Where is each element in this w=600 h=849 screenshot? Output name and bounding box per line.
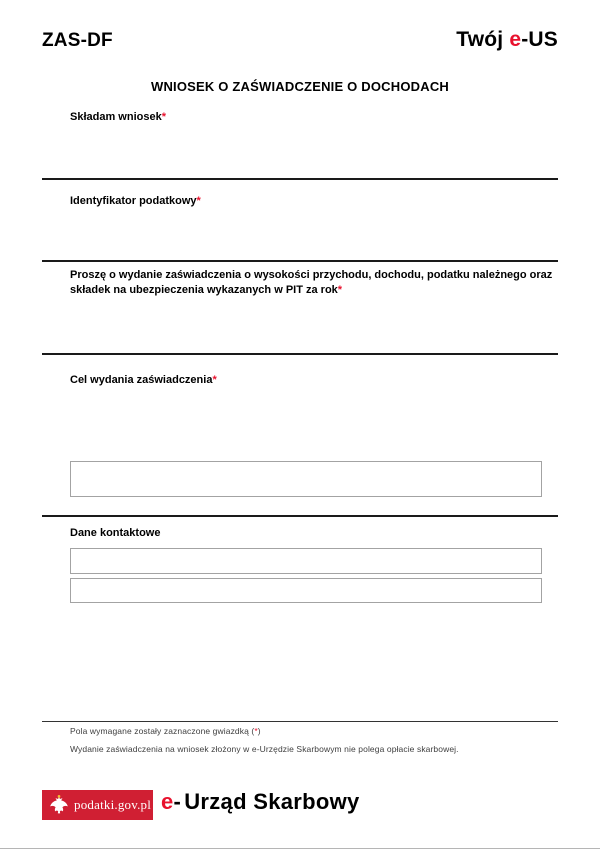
label-skladam-wniosek bbox=[70, 110, 166, 125]
label-cel-wydania bbox=[70, 373, 217, 388]
required-fields-note bbox=[70, 726, 261, 736]
label-text: Cel wydania zaświadczenia bbox=[70, 374, 213, 386]
note-text: Pola wymagane zostały zaznaczone gwiazdką ( bbox=[70, 726, 255, 736]
e-urzad-skarbowy-logo bbox=[161, 789, 360, 815]
podatki-gov-pl-badge bbox=[42, 790, 153, 820]
required-asterisk: * bbox=[254, 726, 258, 736]
section-divider bbox=[42, 515, 558, 517]
brand-text: Urząd Skarbowy bbox=[184, 789, 360, 814]
form-code: ZAS-DF bbox=[42, 30, 113, 51]
dane-kontaktowe-input-1[interactable] bbox=[70, 548, 542, 574]
label-pit-za-rok bbox=[70, 268, 558, 298]
label-text: Identyfikator podatkowy bbox=[70, 195, 197, 207]
note-text: ) bbox=[257, 726, 261, 736]
required-asterisk: * bbox=[196, 195, 201, 207]
label-text: Składam wniosek bbox=[70, 111, 162, 123]
brand-prefix: Twój bbox=[456, 28, 510, 51]
required-asterisk: * bbox=[161, 111, 166, 123]
white-eagle-icon bbox=[49, 794, 69, 816]
fee-note: Wydanie zaświadczenia na wniosek złożony w e-Urzędzie Skarbowym nie polega opłacie skarbowej. bbox=[70, 744, 459, 754]
brand-accent-e: e bbox=[161, 789, 174, 814]
twoj-e-us-logo bbox=[456, 28, 558, 52]
label-text: Proszę o wydanie zaświadczenia o wysokości przychodu, dochodu, podatku należnego oraz składek na ubezpieczenia wykazanych w PIT za rok bbox=[70, 269, 553, 296]
footnote-divider bbox=[42, 721, 558, 722]
section-divider bbox=[42, 178, 558, 180]
required-asterisk: * bbox=[212, 374, 217, 386]
brand-suffix: -US bbox=[521, 28, 558, 51]
brand-accent-e: e bbox=[509, 28, 522, 51]
required-asterisk: * bbox=[337, 284, 343, 296]
cel-wydania-input[interactable] bbox=[70, 461, 542, 497]
label-identyfikator-podatkowy bbox=[70, 194, 201, 209]
label-text: Dane kontaktowe bbox=[70, 527, 161, 539]
section-divider bbox=[42, 353, 558, 355]
label-dane-kontaktowe bbox=[70, 526, 160, 541]
section-divider bbox=[42, 260, 558, 262]
brand-dash: - bbox=[173, 789, 182, 814]
dane-kontaktowe-input-2[interactable] bbox=[70, 578, 542, 603]
badge-label: podatki.gov.pl bbox=[74, 797, 152, 812]
page-title: WNIOSEK O ZAŚWIADCZENIE O DOCHODACH bbox=[150, 79, 450, 94]
